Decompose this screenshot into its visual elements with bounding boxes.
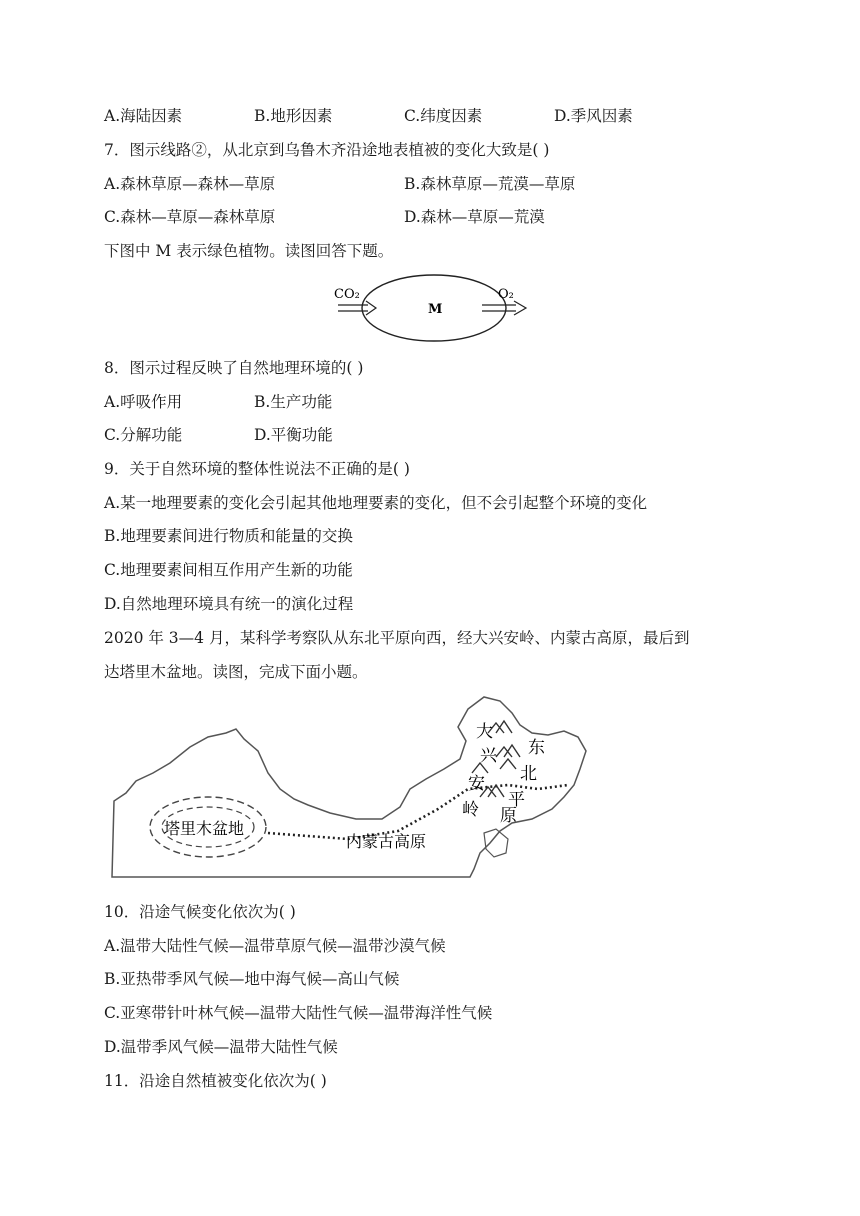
q9-option-a: A.某一地理要素的变化会引起其他地理要素的变化，但不会引起整个环境的变化 bbox=[104, 494, 648, 512]
q9-option-c: C.地理要素间相互作用产生新的功能 bbox=[104, 561, 353, 579]
q6-option-b: B.地形因素 bbox=[254, 107, 333, 125]
daxing-char-3: 安 bbox=[468, 774, 485, 794]
north-china-map bbox=[108, 693, 592, 893]
dongbei-char-3: 平 bbox=[508, 790, 525, 810]
q8-option-a: A.呼吸作用 bbox=[104, 393, 183, 411]
q8-option-d: D.平衡功能 bbox=[254, 426, 333, 444]
m-label: M bbox=[428, 302, 443, 317]
q6-option-a: A.海陆因素 bbox=[104, 107, 183, 125]
q10-option-a: A.温带大陆性气候—温带草原气候—温带沙漠气候 bbox=[104, 937, 446, 955]
intro-m-text: 下图中 M 表示绿色植物。读图回答下题。 bbox=[104, 242, 394, 260]
q10-option-c: C.亚寒带针叶林气候—温带大陆性气候—温带海洋性气候 bbox=[104, 1004, 493, 1022]
q11-stem: 11．沿途自然植被变化依次为( ) bbox=[104, 1072, 327, 1090]
o2-label: O₂ bbox=[498, 287, 514, 302]
q10-option-b: B.亚热带季风气候—地中海气候—高山气候 bbox=[104, 970, 400, 988]
q7-stem: 7．图示线路②，从北京到乌鲁木齐沿途地表植被的变化大致是( ) bbox=[104, 141, 550, 159]
q7-option-d: D.森林—草原—荒漠 bbox=[404, 208, 545, 226]
daxing-char-2: 兴 bbox=[480, 746, 497, 766]
q8-option-c: C.分解功能 bbox=[104, 426, 183, 444]
dongbei-char-1: 东 bbox=[528, 738, 545, 758]
q9-stem: 9．关于自然环境的整体性说法不正确的是( ) bbox=[104, 460, 410, 478]
photosynthesis-diagram bbox=[330, 270, 540, 344]
co2-arrow-icon bbox=[338, 301, 376, 315]
q10-option-d: D.温带季风气候—温带大陆性气候 bbox=[104, 1038, 338, 1056]
q8-stem: 8．图示过程反映了自然地理环境的( ) bbox=[104, 359, 364, 377]
co2-label: CO₂ bbox=[334, 287, 360, 302]
tarim-basin-label: 塔里木盆地 bbox=[164, 819, 245, 838]
dongbei-char-4: 原 bbox=[500, 806, 517, 826]
q10-stem: 10．沿途气候变化依次为( ) bbox=[104, 903, 296, 921]
q9-option-b: B.地理要素间进行物质和能量的交换 bbox=[104, 527, 353, 545]
daxing-char-4: 岭 bbox=[462, 800, 479, 820]
intro-2020-line1: 2020 年 3—4 月，某科学考察队从东北平原向西，经大兴安岭、内蒙古高原，最后到 bbox=[104, 629, 690, 647]
q6-option-d: D.季风因素 bbox=[554, 107, 633, 125]
intro-2020-line2: 达塔里木盆地。读图，完成下面小题。 bbox=[104, 663, 368, 681]
q9-option-d: D.自然地理环境具有统一的演化过程 bbox=[104, 595, 354, 613]
daxing-char-1: 大 bbox=[476, 722, 493, 742]
q8-option-b: B.生产功能 bbox=[254, 393, 333, 411]
q7-option-c: C.森林—草原—森林草原 bbox=[104, 208, 276, 226]
inner-mongolia-label: 内蒙古高原 bbox=[346, 832, 427, 851]
dongbei-char-2: 北 bbox=[520, 764, 537, 784]
q6-option-c: C.纬度因素 bbox=[404, 107, 483, 125]
o2-arrow-icon bbox=[482, 301, 526, 315]
q7-option-a: A.森林草原—森林—草原 bbox=[104, 175, 276, 193]
q7-option-b: B.森林草原—荒漠—草原 bbox=[404, 175, 576, 193]
